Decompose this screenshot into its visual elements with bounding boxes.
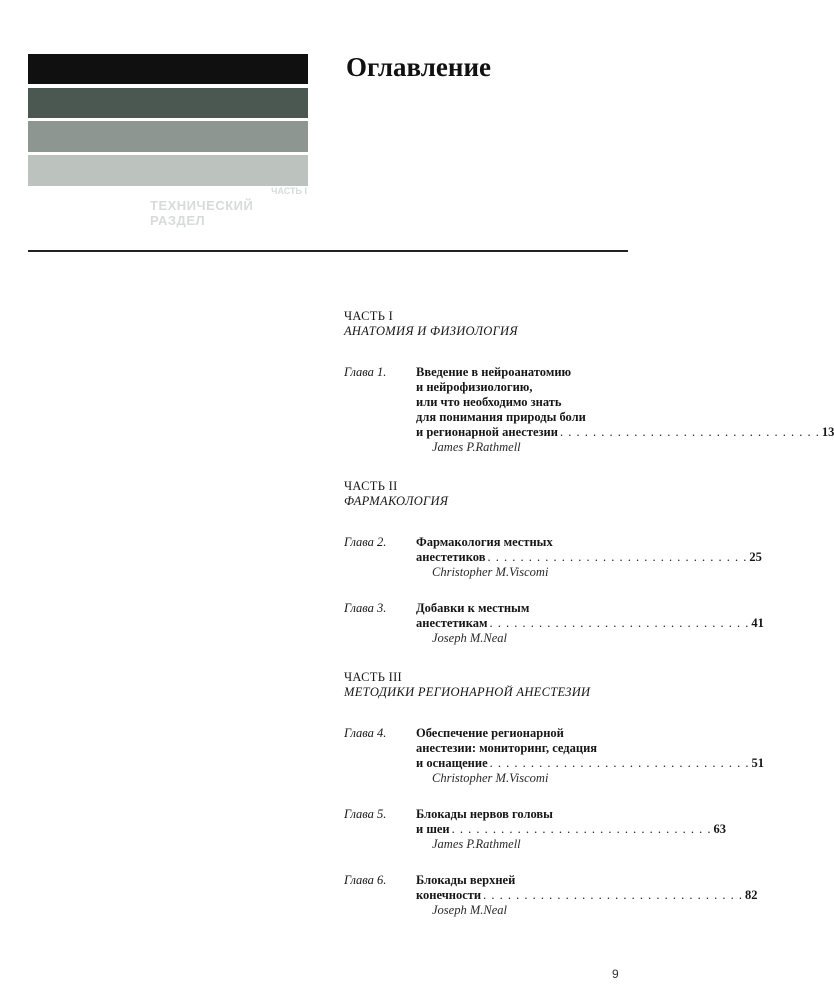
faded-line-2: ТЕХНИЧЕСКИЙ РАЗДЕЛ (150, 198, 254, 228)
leader-dots: . . . . . . . . . . . . . . . . . . . . . . . . . . . . . . . . (559, 425, 820, 439)
leader-dots: . . . . . . . . . . . . . . . . . . . . . . . . . . . . . . . . (489, 616, 750, 630)
chapter-title-line: или что необходимо знать (416, 395, 562, 409)
page-reference: 82 (745, 888, 758, 902)
chapter-number: Глава 6. (344, 873, 387, 887)
part-title: ФАРМАКОЛОГИЯ (344, 494, 449, 508)
light-gray-band (28, 155, 308, 186)
toc-chapter-entry[interactable] (344, 535, 762, 580)
horizontal-rule (28, 250, 628, 252)
chapter-title-last-line (416, 888, 758, 903)
chapter-title-last-line (416, 756, 764, 771)
mid-gray-band (28, 121, 308, 152)
part-title: МЕТОДИКИ РЕГИОНАРНОЙ АНЕСТЕЗИИ (344, 685, 591, 699)
chapter-number: Глава 5. (344, 807, 387, 821)
chapter-title-last-line (416, 616, 764, 631)
chapter-title-line: и оснащение (416, 756, 488, 770)
chapter-body (416, 601, 764, 646)
page-reference: 25 (749, 550, 762, 564)
chapter-title-line: анестетикам (416, 616, 488, 630)
chapter-title-line: и шеи (416, 822, 450, 836)
chapter-author: Joseph M.Neal (432, 631, 507, 645)
chapter-title-line: Введение в нейроанатомию (416, 365, 572, 379)
chapter-title-last-line (416, 822, 726, 837)
part-label: ЧАСТЬ III (344, 670, 402, 684)
chapter-author: Christopher M.Viscomi (432, 771, 549, 785)
chapter-number: Глава 3. (344, 601, 387, 615)
chapter-body (416, 365, 834, 455)
chapter-title-line: конечности (416, 888, 482, 902)
chapter-body (416, 873, 758, 918)
toc-part (344, 309, 628, 339)
page-number: 9 (612, 967, 619, 981)
part-label: ЧАСТЬ I (344, 309, 394, 323)
toc-part (344, 670, 628, 700)
chapter-author: Joseph M.Neal (432, 903, 507, 917)
chapter-title-line: для понимания природы боли (416, 410, 586, 424)
chapter-title-line: Фармакология местных (416, 535, 553, 549)
leader-dots: . . . . . . . . . . . . . . . . . . . . . . . . . . . . . . . . (487, 550, 748, 564)
chapter-title-line: и регионарной анестезии (416, 425, 558, 439)
chapter-author: Christopher M.Viscomi (432, 565, 549, 579)
chapter-author: James P.Rathmell (432, 837, 521, 851)
black-band (28, 54, 308, 84)
chapter-title-line: и нейрофизиологию, (416, 380, 533, 394)
chapter-body (416, 535, 762, 580)
faded-line-1: ЧАСТЬ I (271, 186, 307, 196)
page-title: Оглавление (346, 52, 491, 82)
toc-part (344, 479, 628, 509)
dark-gray-band (28, 88, 308, 118)
leader-dots: . . . . . . . . . . . . . . . . . . . . . . . . . . . . . . . . (483, 888, 743, 902)
table-of-contents (344, 309, 834, 942)
chapter-title-line: Блокады нервов головы (416, 807, 553, 821)
chapter-number: Глава 4. (344, 726, 387, 740)
page-reference: 41 (751, 616, 764, 630)
chapter-author: James P.Rathmell (432, 440, 521, 454)
part-label: ЧАСТЬ II (344, 479, 398, 493)
part-title: АНАТОМИЯ И ФИЗИОЛОГИЯ (344, 324, 518, 338)
faded-reflection-text (150, 186, 315, 228)
chapter-body (416, 807, 726, 852)
chapter-number: Глава 1. (344, 365, 387, 379)
toc-chapter-entry[interactable] (344, 601, 764, 646)
chapter-title-line: Блокады верхней (416, 873, 516, 887)
chapter-number: Глава 2. (344, 535, 387, 549)
leader-dots: . . . . . . . . . . . . . . . . . . . . . . . . . . . . . . . . (451, 822, 712, 836)
chapter-title-last-line (416, 550, 762, 565)
leader-dots: . . . . . . . . . . . . . . . . . . . . . . . . . . . . . . . . (489, 756, 750, 770)
chapter-title-line: Добавки к местным (416, 601, 530, 615)
chapter-title-last-line (416, 425, 834, 440)
chapter-title-line: анестезии: мониторинг, седация (416, 741, 598, 755)
chapter-body (416, 726, 764, 786)
page-reference: 63 (713, 822, 727, 836)
toc-chapter-entry[interactable] (344, 365, 834, 455)
chapter-title-line: анестетиков (416, 550, 486, 564)
toc-chapter-entry[interactable] (344, 726, 765, 786)
chapter-title-line: Обеспечение регионарной (416, 726, 564, 740)
page-reference: 51 (751, 756, 765, 770)
page-reference: 13 (821, 425, 834, 439)
toc-chapter-entry[interactable] (344, 873, 758, 918)
toc-chapter-entry[interactable] (344, 807, 727, 852)
